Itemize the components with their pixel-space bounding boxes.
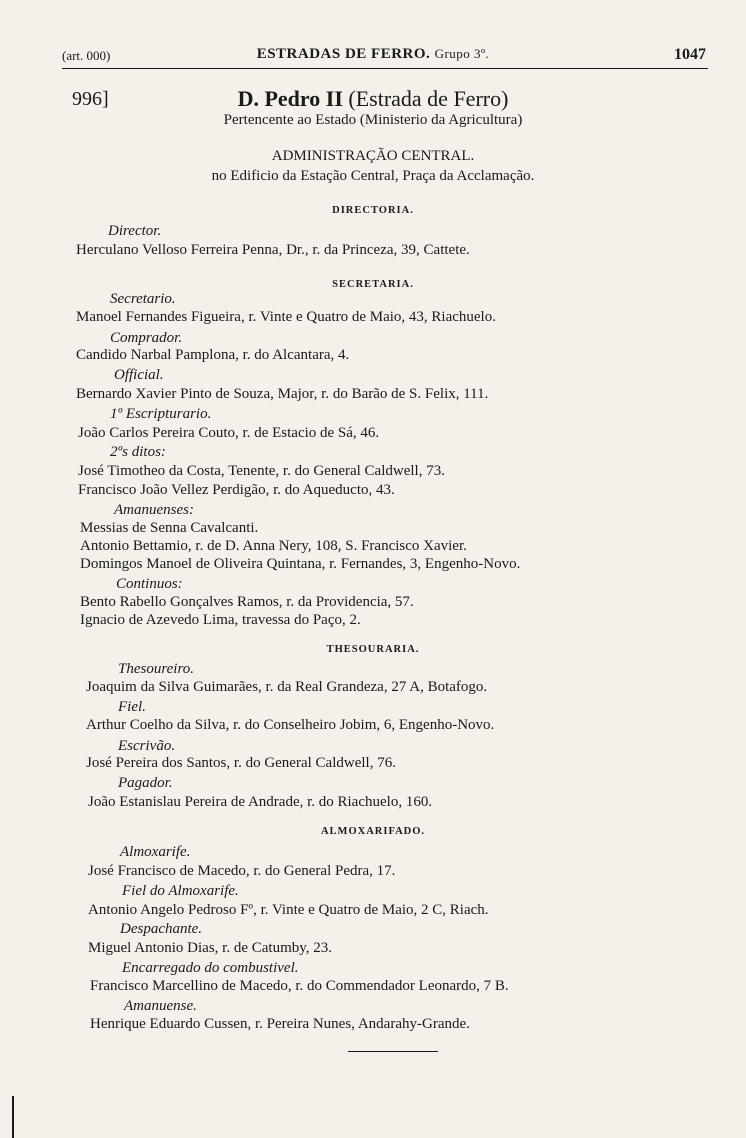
entry-owner: Pertencente ao Estado (Ministerio da Agricultura) xyxy=(223,112,523,128)
running-header xyxy=(0,46,746,70)
person-fiel: Arthur Coelho da Silva, r. do Conselheiro Jobim, 6, Engenho-Novo. xyxy=(86,717,495,733)
page-number: 1047 xyxy=(674,46,706,63)
role-escripturario-1: 1º Escripturario. xyxy=(110,406,212,422)
role-director: Director. xyxy=(108,223,162,239)
closing-rule xyxy=(348,1051,438,1052)
person-escrivao: José Pereira dos Santos, r. do General Caldwell, 76. xyxy=(86,755,396,771)
role-amanuenses: Amanuenses: xyxy=(114,502,194,518)
person-escripturario-1: João Carlos Pereira Couto, r. de Estacio de Sá, 46. xyxy=(78,425,380,441)
person-pagador: João Estanislau Pereira de Andrade, r. do Riachuelo, 160. xyxy=(88,794,433,810)
person-almoxarife: José Francisco de Macedo, r. do General Pedra, 17. xyxy=(88,863,396,879)
role-fiel: Fiel. xyxy=(118,699,146,715)
role-escripturario-2: 2ºs ditos: xyxy=(110,444,166,460)
entry-number: 996] xyxy=(72,88,109,110)
person-amanuense-b: Antonio Bettamio, r. de D. Anna Nery, 108, S. Francisco Xavier. xyxy=(80,538,467,554)
role-comprador: Comprador. xyxy=(110,330,183,346)
role-encarregado-combustivel: Encarregado do combustivel. xyxy=(122,960,299,976)
person-amanuense-a: Messias de Senna Cavalcanti. xyxy=(80,520,259,536)
section-heading-almoxarifado: ALMOXARIFADO. xyxy=(320,826,426,837)
header-group: Grupo 3º. xyxy=(434,46,490,61)
role-almoxarife: Almoxarife. xyxy=(120,844,191,860)
entry-title-bold: D. Pedro II xyxy=(237,86,343,111)
header-title xyxy=(0,46,746,63)
administration-location: no Edificio da Estação Central, Praça da Acclamação. xyxy=(211,168,535,184)
person-continuo-a: Bento Rabello Gonçalves Ramos, r. da Providencia, 57. xyxy=(80,594,414,610)
role-pagador: Pagador. xyxy=(118,775,173,791)
entry-title xyxy=(0,86,746,112)
administration-label: ADMINISTRAÇÃO CENTRAL. xyxy=(271,148,475,164)
role-despachante: Despachante. xyxy=(120,921,203,937)
entry-title-rest: (Estrada de Ferro) xyxy=(348,86,509,111)
person-escripturario-2b: Francisco João Vellez Perdigão, r. do Aqueducto, 43. xyxy=(78,482,395,498)
person-fiel-almoxarife: Antonio Angelo Pedroso Fº, r. Vinte e Quatro de Maio, 2 C, Riach. xyxy=(88,902,489,918)
header-article-ref: (art. 000) xyxy=(62,48,111,63)
person-continuo-b: Ignacio de Azevedo Lima, travessa do Paço, 2. xyxy=(80,612,361,628)
person-amanuense-c: Domingos Manoel de Oliveira Quintana, r. Fernandes, 3, Engenho-Novo. xyxy=(80,556,521,572)
section-heading-directoria: DIRECTORIA. xyxy=(332,205,414,216)
person-thesoureiro: Joaquim da Silva Guimarães, r. da Real Grandeza, 27 A, Botafogo. xyxy=(86,679,488,695)
person-comprador: Candido Narbal Pamplona, r. do Alcantara, 4. xyxy=(76,347,350,363)
person-amanuense: Henrique Eduardo Cussen, r. Pereira Nunes, Andarahy-Grande. xyxy=(90,1016,470,1032)
role-secretario: Secretario. xyxy=(110,291,176,307)
person-official: Bernardo Xavier Pinto de Souza, Major, r. do Barão de S. Felix, 111. xyxy=(76,386,489,402)
margin-mark xyxy=(12,1096,14,1138)
role-fiel-almoxarife: Fiel do Almoxarife. xyxy=(122,883,239,899)
role-thesoureiro: Thesoureiro. xyxy=(118,661,194,677)
header-title-text: ESTRADAS DE FERRO. xyxy=(256,46,431,62)
person-secretario: Manoel Fernandes Figueira, r. Vinte e Quatro de Maio, 43, Riachuelo. xyxy=(76,309,496,325)
person-encarregado-combustivel: Francisco Marcellino de Macedo, r. do Commendador Leonardo, 7 B. xyxy=(90,978,509,994)
role-official: Official. xyxy=(114,367,164,383)
person-escripturario-2a: José Timotheo da Costa, Tenente, r. do General Caldwell, 73. xyxy=(78,463,445,479)
section-heading-thesouraria: THESOURARIA. xyxy=(326,644,420,655)
section-heading-secretaria: SECRETARIA. xyxy=(332,279,414,290)
person-director: Herculano Velloso Ferreira Penna, Dr., r. da Princeza, 39, Cattete. xyxy=(76,242,470,258)
role-escrivao: Escrivão. xyxy=(118,738,176,754)
role-amanuense: Amanuense. xyxy=(124,998,197,1014)
role-continuos: Continuos: xyxy=(116,576,183,592)
person-despachante: Miguel Antonio Dias, r. de Catumby, 23. xyxy=(88,940,333,956)
header-divider xyxy=(62,68,708,69)
